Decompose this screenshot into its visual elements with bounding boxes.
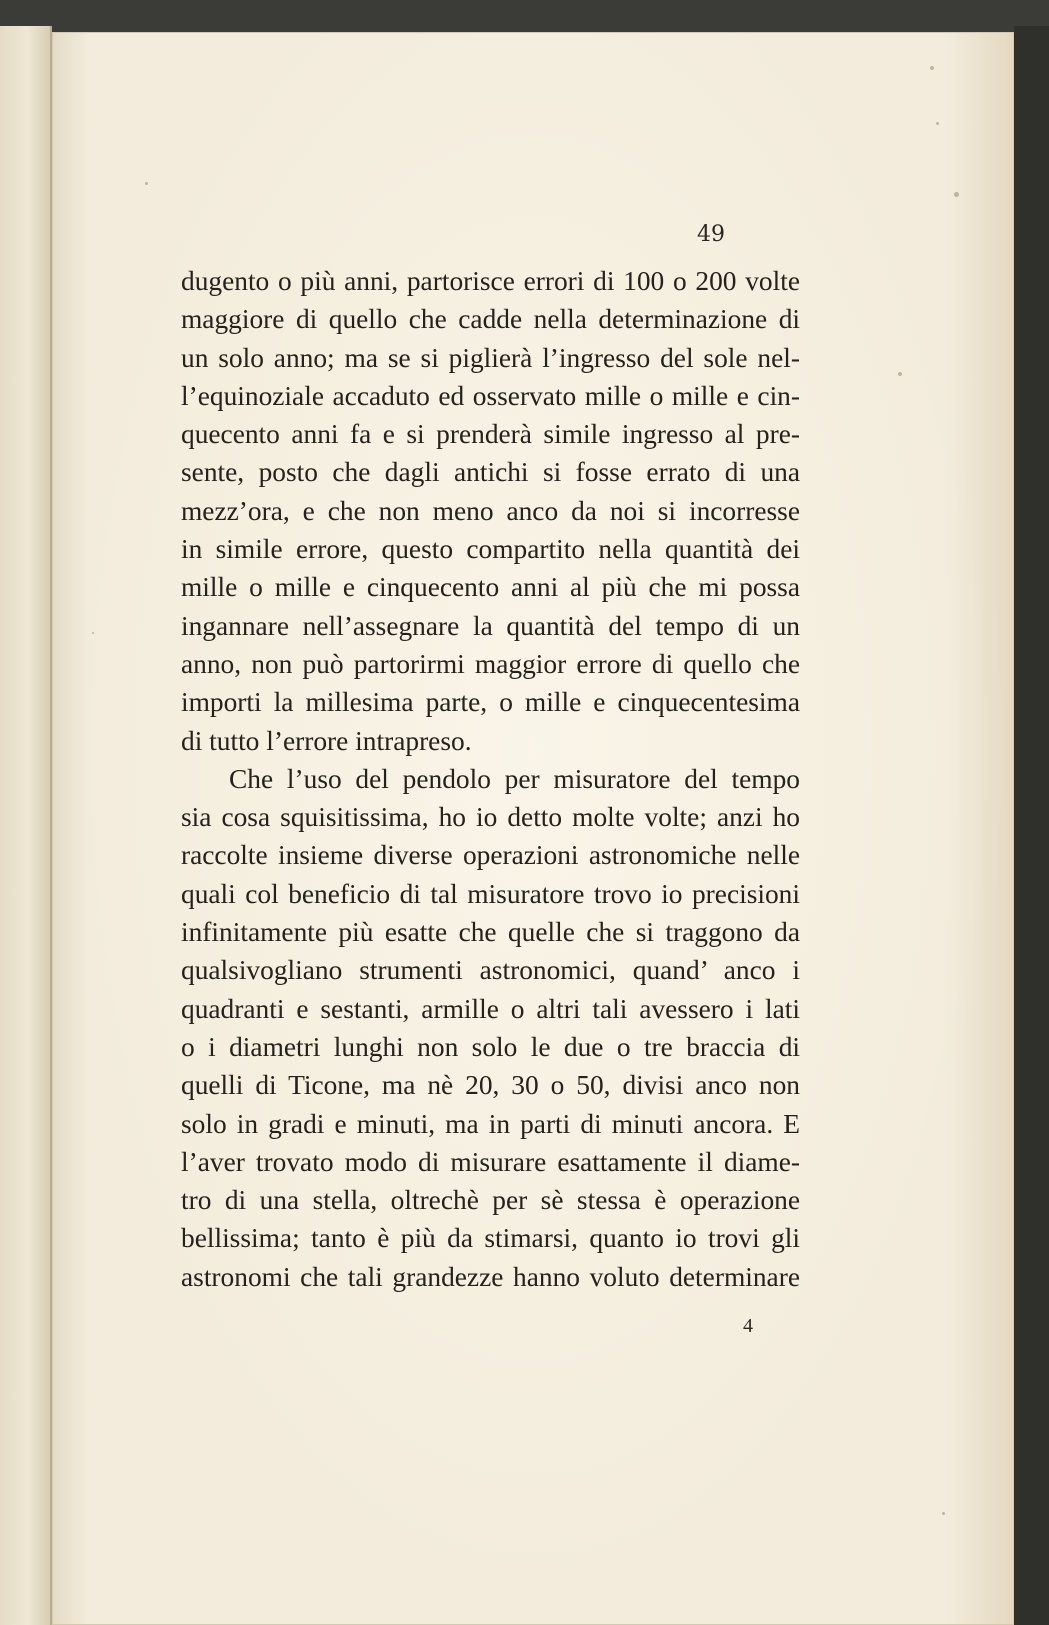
paper-speck — [145, 182, 148, 185]
text-line: mille o mille e cinquecento anni al più che mi possa — [181, 572, 800, 603]
text-line: sente, posto che dagli antichi si fosse errato di una — [181, 457, 800, 488]
paper-speck — [942, 1512, 945, 1515]
text-line: qualsivogliano strumenti astronomici, quand’ anco i — [181, 955, 800, 986]
text-line: astronomi che tali grandezze hanno voluto determinare — [181, 1261, 800, 1292]
text-line: Che l’uso del pendolo per misuratore del tempo — [229, 763, 800, 794]
signature-mark: 4 — [743, 1315, 753, 1337]
text-line: bellissima; tanto è più da stimarsi, quanto io trovi gli — [181, 1223, 800, 1254]
text-line: infinitamente più esatte che quelle che si traggono da — [181, 917, 800, 948]
paper-speck — [898, 372, 902, 376]
text-line: dugento o più anni, partorisce errori di 100 o 200 volte — [181, 266, 800, 296]
text-line: mezz’ora, e che non meno anco da noi si incorresse — [181, 495, 800, 526]
text-line: solo in gradi e minuti, ma in parti di minuti ancora. E — [181, 1108, 800, 1139]
text-line: quadranti e sestanti, armille o altri tali avessero i lati — [181, 993, 800, 1024]
scanner-background — [1014, 26, 1049, 1625]
paper-speck — [92, 632, 94, 634]
body-text — [181, 262, 800, 1296]
text-line: importi la millesima parte, o mille e cinquecentesima — [181, 687, 800, 718]
page-number: 49 — [697, 222, 725, 247]
text-line: tro di una stella, oltrechè per sè stessa è operazione — [181, 1185, 800, 1216]
text-line: quali col beneficio di tal misuratore trovo io precisioni — [181, 878, 800, 909]
text-line: in simile errore, questo compartito nella quantità dei — [181, 534, 800, 565]
text-line: ingannare nell’assegnare la quantità del tempo di un — [181, 610, 800, 641]
paper-speck — [936, 122, 939, 125]
text-line: o i diametri lunghi non solo le due o tre braccia di — [181, 1031, 800, 1062]
text-line: raccolte insieme diverse operazioni astronomiche nelle — [181, 840, 800, 871]
text-line: un solo anno; ma se si piglierà l’ingresso del sole nel- — [181, 342, 800, 373]
text-line: di tutto l’errore intrapreso. — [181, 725, 472, 756]
text-line: l’aver trovato modo di misurare esattamente il diame- — [181, 1146, 800, 1177]
text-line: sia cosa squisitissima, ho io detto molte volte; anzi ho — [181, 802, 800, 833]
text-line: anno, non può partorirmi maggior errore di quello che — [181, 648, 800, 679]
text-line: quelli di Ticone, ma nè 20, 30 o 50, divisi anco non — [181, 1070, 800, 1101]
text-line: quecento anni fa e si prenderà simile ingresso al pre- — [181, 419, 800, 450]
paper-speck — [954, 192, 959, 197]
text-line: maggiore di quello che cadde nella determinazione di — [181, 304, 800, 335]
text-line: l’equinoziale accaduto ed osservato mille o mille e cin- — [181, 380, 800, 411]
paper-speck — [930, 66, 934, 70]
previous-page-edge — [0, 26, 52, 1625]
